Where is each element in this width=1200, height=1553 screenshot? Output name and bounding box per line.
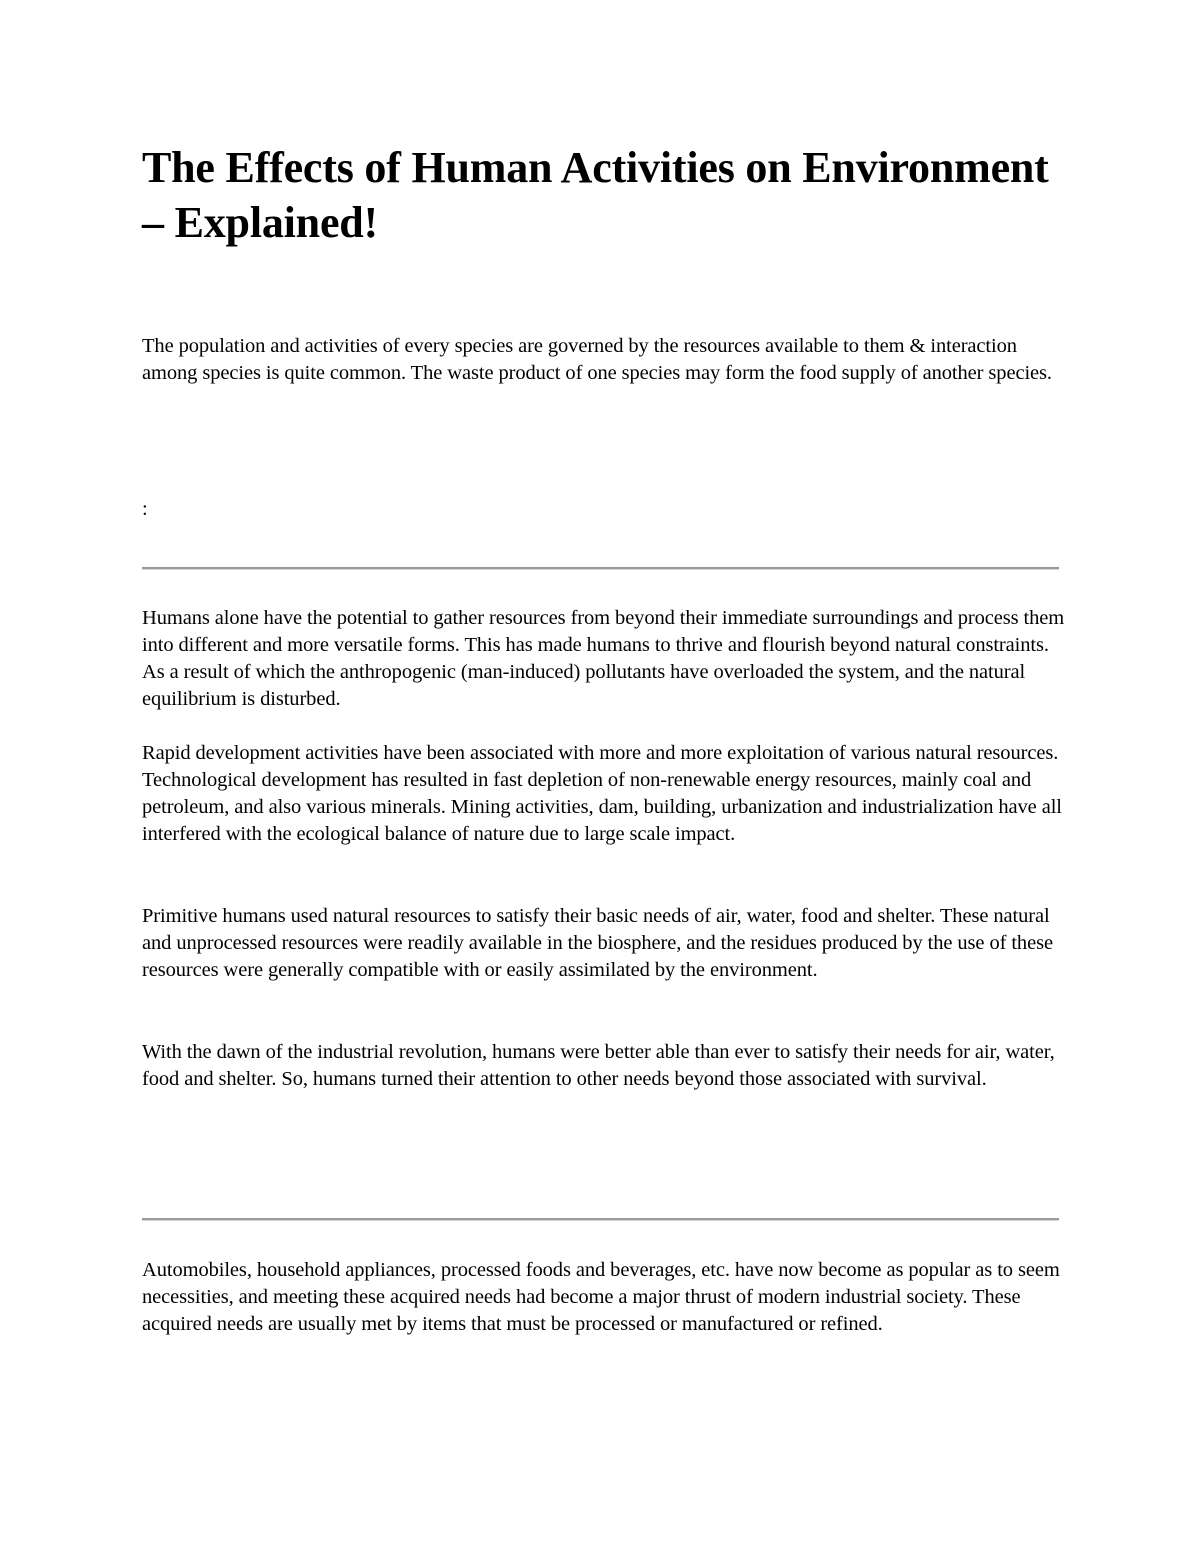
separator-colon: : [142, 498, 148, 520]
paragraph-humans-alone: Humans alone have the potential to gather resources from beyond their immediate surroundings and process them into different and more versatile forms. This has made humans to thrive and flourish beyond natural constraints. As a result of which the anthropogenic (man-induced) pollutants have overloaded the system, and the natural equilibrium is disturbed. [142, 607, 1065, 710]
paragraph-rapid-development: Rapid development activities have been associated with more and more exploitation of various natural resources. Technological development has resulted in fast depletion of non-renewable energy resources, mainly coal and petroleum, and also various minerals. Mining activities, dam, building, urbanization and industrialization have all interfered with the ecological balance of nature due to large scale impact. [142, 742, 1062, 845]
paragraph-automobiles: Automobiles, household appliances, processed foods and beverages, etc. have now become as popular as to seem necessities, and meeting these acquired needs had become a major thrust of modern industrial society. These acquired needs are usually met by items that must be processed or manufactured or refined. [142, 1259, 1060, 1335]
paragraph-primitive-humans: Primitive humans used natural resources to satisfy their basic needs of air, water, food and shelter. These natural and unprocessed resources were readily available in the biosphere, and the residues produced by the use of these resources were generally compatible with or easily assimilated by the environment. [142, 905, 1053, 981]
page-title: The Effects of Human Activities on Environment – Explained! [142, 143, 1049, 247]
horizontal-rule [142, 567, 1059, 570]
paragraph-industrial-revolution: With the dawn of the industrial revolution, humans were better able than ever to satisfy their needs for air, water, food and shelter. So, humans turned their attention to other needs beyond those associated with survival. [142, 1041, 1055, 1090]
paragraph-intro: The population and activities of every species are governed by the resources available to them & interaction among species is quite common. The waste product of one species may form the food supply of another species. [142, 335, 1052, 384]
horizontal-rule [142, 1218, 1059, 1221]
